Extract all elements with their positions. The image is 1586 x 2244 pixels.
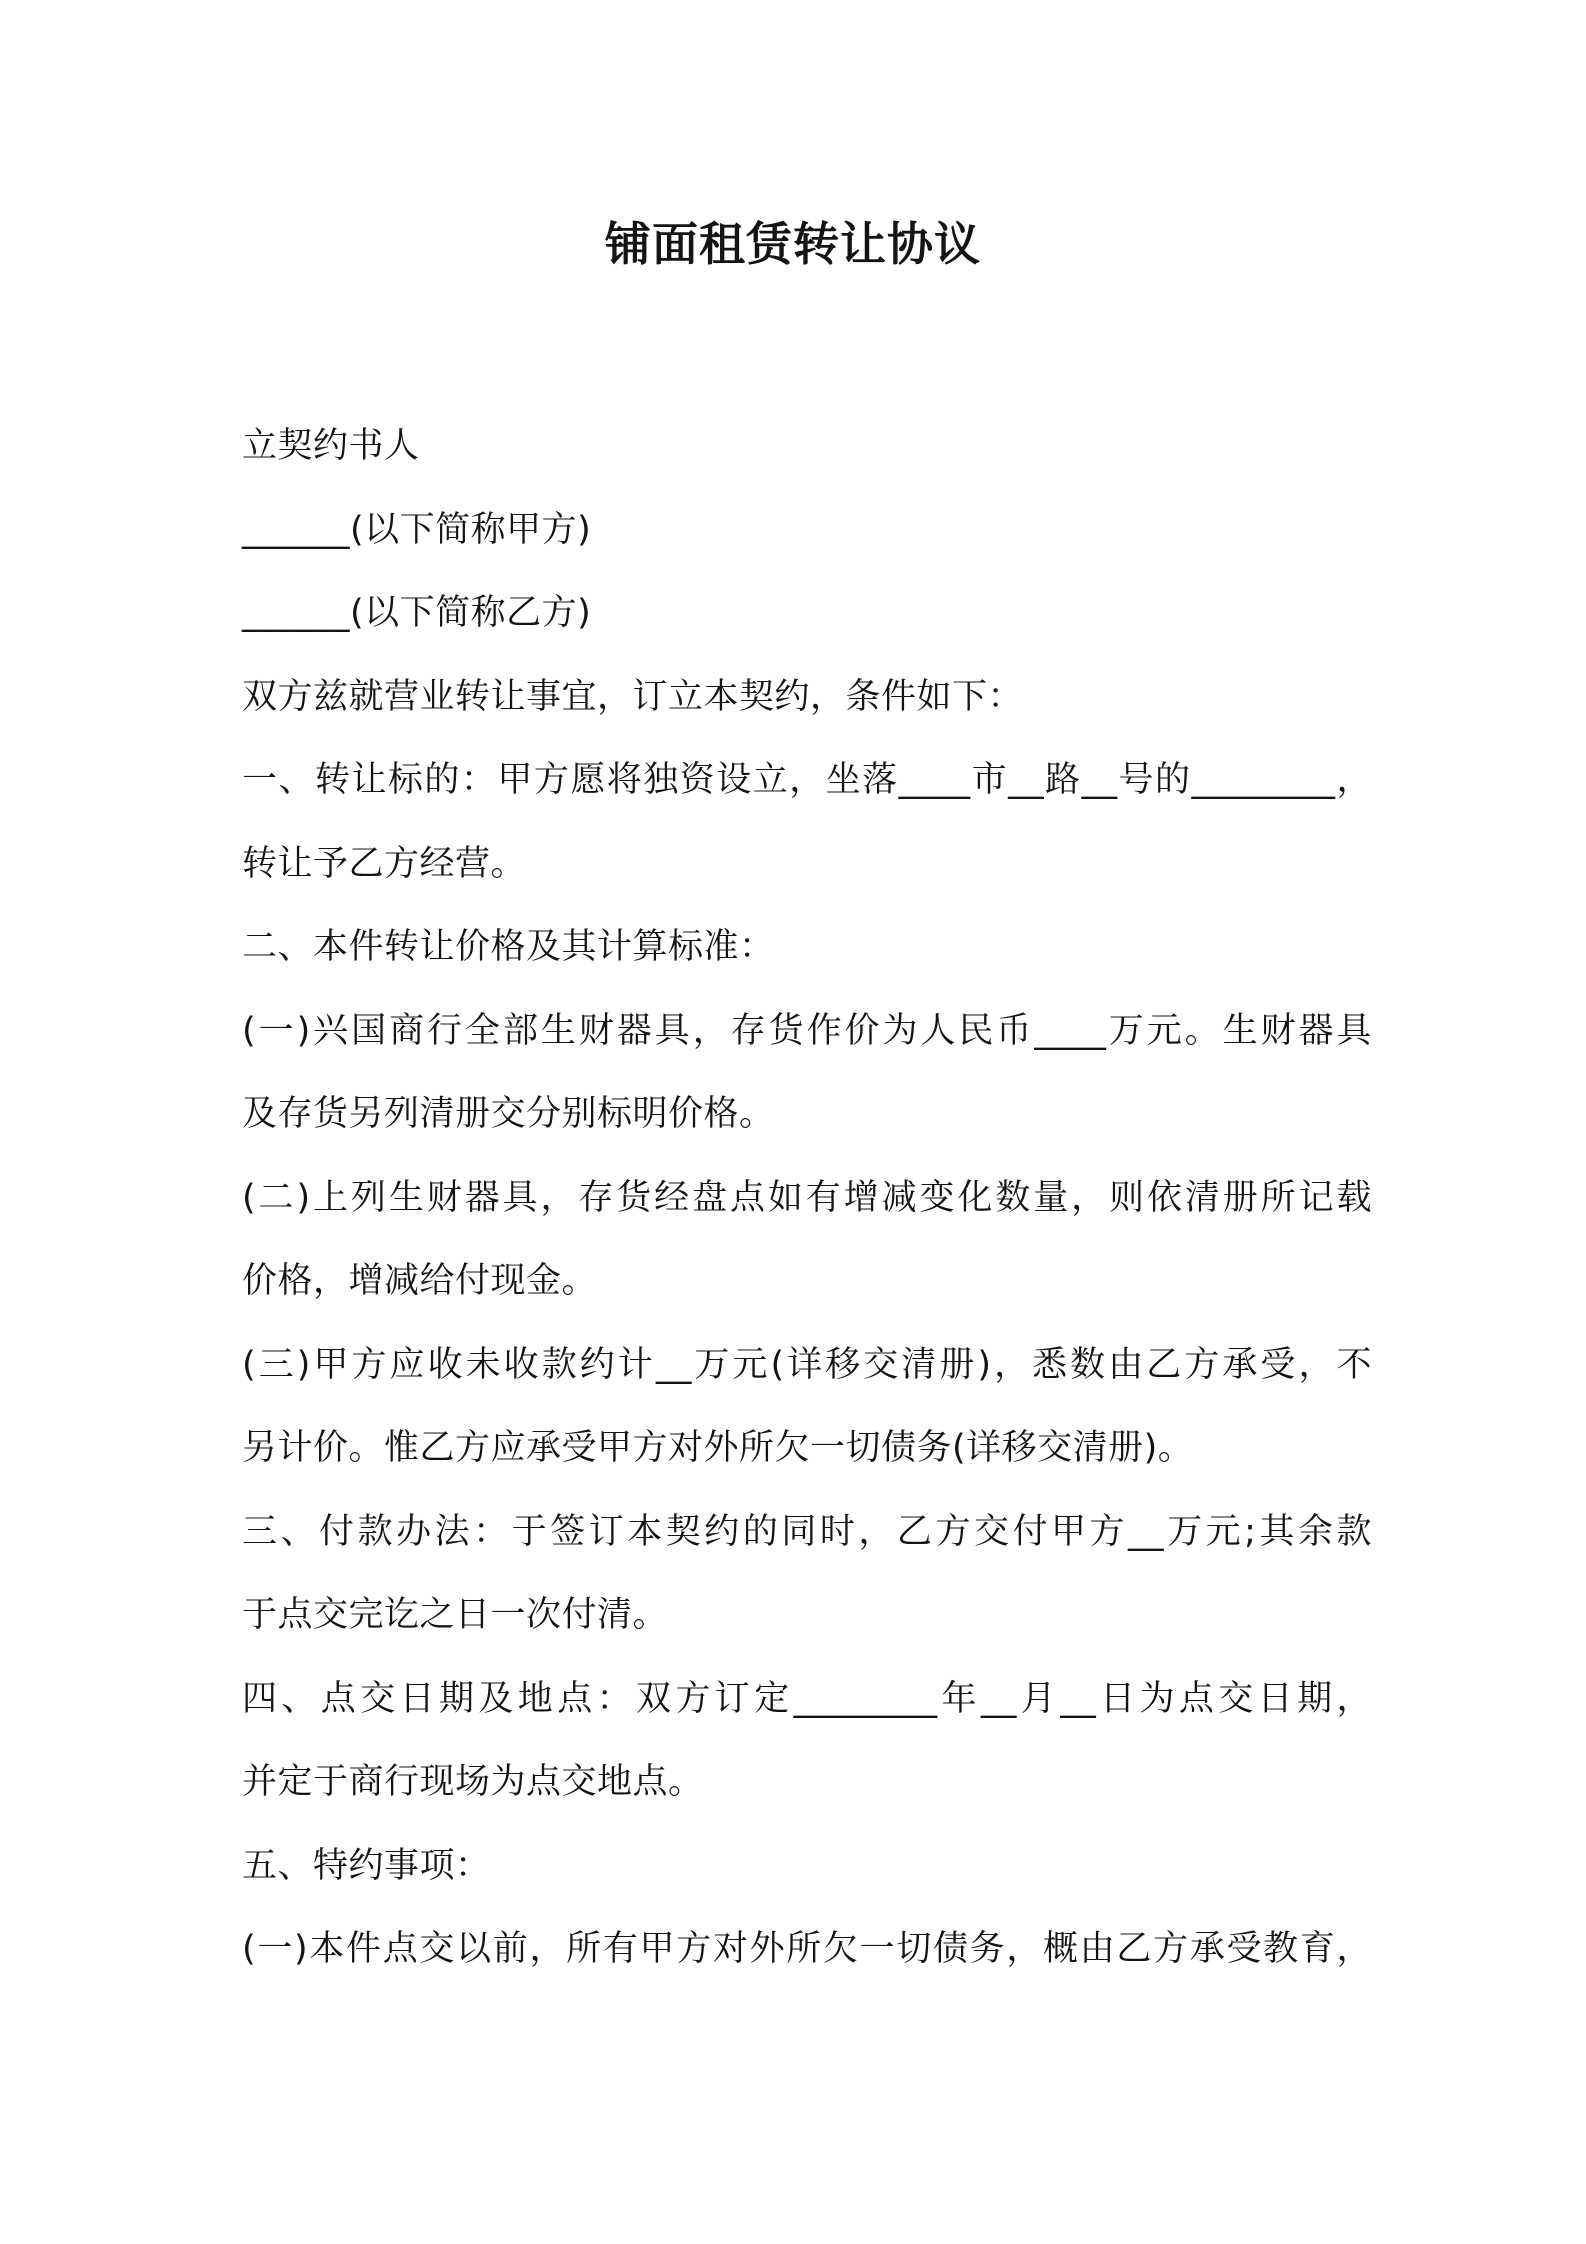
- document-body: [242, 405, 1372, 1992]
- clause-1-line-1: 一、转让标的：甲方愿将独资设立，坐落____市__路__号的________，: [242, 760, 1372, 800]
- clause-5-heading: 五、特约事项：: [242, 1845, 491, 1886]
- clause-3-line-2: 于点交完讫之日一次付清。: [242, 1595, 669, 1635]
- clause-5-1-line-1: (一)本件点交以前，所有甲方对外所欠一切债务，概由乙方承受教育，: [242, 1929, 1372, 1969]
- clause-2-heading: 二、本件转让价格及其计算标准：: [242, 927, 775, 967]
- clause-2-1-line-1: (一)兴国商行全部生财器具，存货作价为人民币____万元。生财器具: [242, 1010, 1372, 1051]
- clause-2-1-line-2: 及存货另列清册交分别标明价格。: [242, 1094, 775, 1134]
- clause-2-3-line-2: 另计价。惟乙方应承受甲方对外所欠一切债务(详移交清册)。: [242, 1428, 1194, 1468]
- clause-3-line-1: 三、付款办法：于签订本契约的同时，乙方交付甲方__万元;其余款: [242, 1511, 1372, 1552]
- clause-1-line-2: 转让予乙方经营。: [242, 843, 527, 884]
- preamble-line: 双方兹就营业转让事宜，订立本契约，条件如下：: [242, 676, 1024, 717]
- clause-2-2-line-2: 价格，增减给付现金。: [242, 1261, 598, 1301]
- clause-2-3-line-1: (三)甲方应收未收款约计__万元(详移交清册)，悉数由乙方承受，不: [242, 1344, 1372, 1385]
- clause-2-2-line-1: (二)上列生财器具，存货经盘点如有增减变化数量，则依清册所记载: [242, 1177, 1372, 1218]
- party-b-line: ______(以下简称乙方): [242, 593, 592, 633]
- signatories-heading: 立契约书人: [242, 426, 420, 466]
- party-a-line: ______(以下简称甲方): [242, 509, 592, 550]
- clause-4-line-1: 四、点交日期及地点：双方订定________年__月__日为点交日期，: [242, 1678, 1372, 1719]
- clause-4-line-2: 并定于商行现场为点交地点。: [242, 1762, 704, 1802]
- document-title: 铺面租赁转让协议: [605, 217, 981, 271]
